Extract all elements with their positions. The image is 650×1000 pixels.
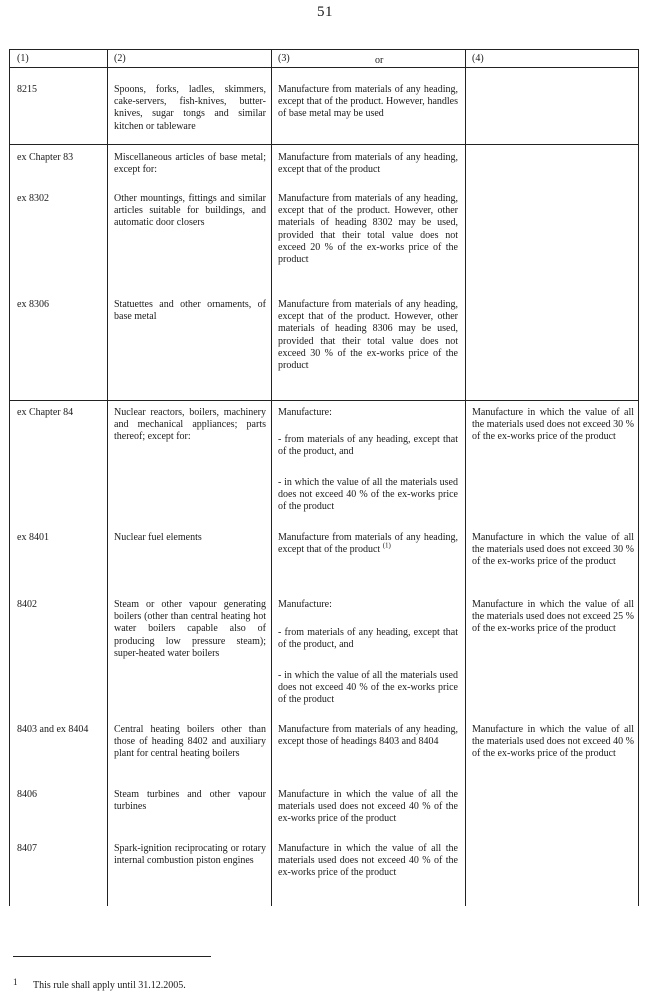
working-rule: Manufacture in which the value of all the materials used does not exceed 40 % of the ex-works price of the product <box>278 843 458 879</box>
working-rule: Manufacture: <box>278 599 332 610</box>
working-rule: Manufacture in which the value of all the materials used does not exceed 40 % of the ex-works price of the product <box>278 789 458 825</box>
heading-code: ex 8306 <box>17 299 49 310</box>
working-rule: Manufacture from materials of any heading, except that of the product. However, other materials of heading 8306 may be used, provided that their total value does not exceed 30 % of the ex-works price of the product <box>278 299 458 372</box>
column-divider <box>271 49 272 906</box>
product-description: Central heating boilers other than those of heading 8402 and auxiliary plant for central heating boilers <box>114 724 266 760</box>
working-rule: Manufacture from materials of any heading, except that of the product. However, handles of base metal may be used <box>278 84 458 120</box>
product-description: Spark-ignition reciprocating or rotary internal combustion piston engines <box>114 843 266 867</box>
heading-code: 8403 and ex 8404 <box>17 724 89 735</box>
working-rule: Manufacture from materials of any heading, except that of the product. However, other materials of heading 8302 may be used, provided that their total value does not exceed 20 % of the ex-works price of the product <box>278 193 458 266</box>
working-rule-condition: - from materials of any heading, except that of the product, and <box>278 434 458 458</box>
working-rule: Manufacture from materials of any heading, except those of headings 8403 and 8404 <box>278 724 458 748</box>
alternative-rule: Manufacture in which the value of all the materials used does not exceed 30 % of the ex-works price of the product <box>472 532 634 568</box>
heading-code: 8215 <box>17 84 37 95</box>
alternative-rule: Manufacture in which the value of all the materials used does not exceed 30 % of the ex-works price of the product <box>472 407 634 443</box>
alternative-rule: Manufacture in which the value of all the materials used does not exceed 40 % of the ex-works price of the product <box>472 724 634 760</box>
heading-code: ex 8302 <box>17 193 49 204</box>
heading-code: ex Chapter 84 <box>17 407 74 418</box>
working-rule-condition: - in which the value of all the materials used does not exceed 40 % of the ex-works price of the product <box>278 477 458 513</box>
header-rule <box>9 67 639 68</box>
product-description: Steam or other vapour generating boilers (other than central heating hot water boilers capable also of producing low pressure steam); super-heated water boilers <box>114 599 266 659</box>
header-or: or <box>375 55 384 66</box>
row-rule <box>9 144 639 145</box>
product-description: Statuettes and other ornaments, of base metal <box>114 299 266 323</box>
product-description: Steam turbines and other vapour turbines <box>114 789 266 813</box>
product-description: Spoons, forks, ladles, skimmers, cake-servers, fish-knives, butter-knives, sugar tongs and similar kitchen or tableware <box>114 84 266 132</box>
product-description: Miscellaneous articles of base metal; except for: <box>114 152 266 176</box>
footnote-number: 1 <box>13 977 18 987</box>
heading-code: ex Chapter 83 <box>17 152 74 163</box>
column-divider <box>107 49 108 906</box>
heading-code: 8402 <box>17 599 37 610</box>
heading-code: 8407 <box>17 843 37 854</box>
page-number: 51 <box>317 4 333 20</box>
product-description: Other mountings, fittings and similar articles suitable for buildings, and automatic door closers <box>114 193 266 229</box>
footnote-text: This rule shall apply until 31.12.2005. <box>33 980 186 991</box>
heading-code: 8406 <box>17 789 37 800</box>
working-rule: Manufacture from materials of any heading, except that of the product <box>278 152 458 176</box>
working-rule-condition: - from materials of any heading, except that of the product, and <box>278 627 458 651</box>
working-rule-text: Manufacture from materials of any heading, except that of the product <box>278 532 458 556</box>
alternative-rule: Manufacture in which the value of all the materials used does not exceed 25 % of the ex-works price of the product <box>472 599 634 635</box>
working-rule-condition: - in which the value of all the materials used does not exceed 40 % of the ex-works price of the product <box>278 670 458 706</box>
working-rule: Manufacture: <box>278 407 332 418</box>
footnote-reference: (1) <box>382 541 391 550</box>
footnote-separator <box>13 956 211 957</box>
working-rule <box>278 532 458 556</box>
product-description: Nuclear fuel elements <box>114 532 202 543</box>
header-col1: (1) <box>17 53 29 64</box>
header-col3: (3) <box>278 53 290 64</box>
column-divider <box>465 49 466 906</box>
header-col4: (4) <box>472 53 484 64</box>
header-col2: (2) <box>114 53 126 64</box>
row-rule <box>9 400 639 401</box>
heading-code: ex 8401 <box>17 532 49 543</box>
product-description: Nuclear reactors, boilers, machinery and mechanical appliances; parts thereof; except for: <box>114 407 266 443</box>
